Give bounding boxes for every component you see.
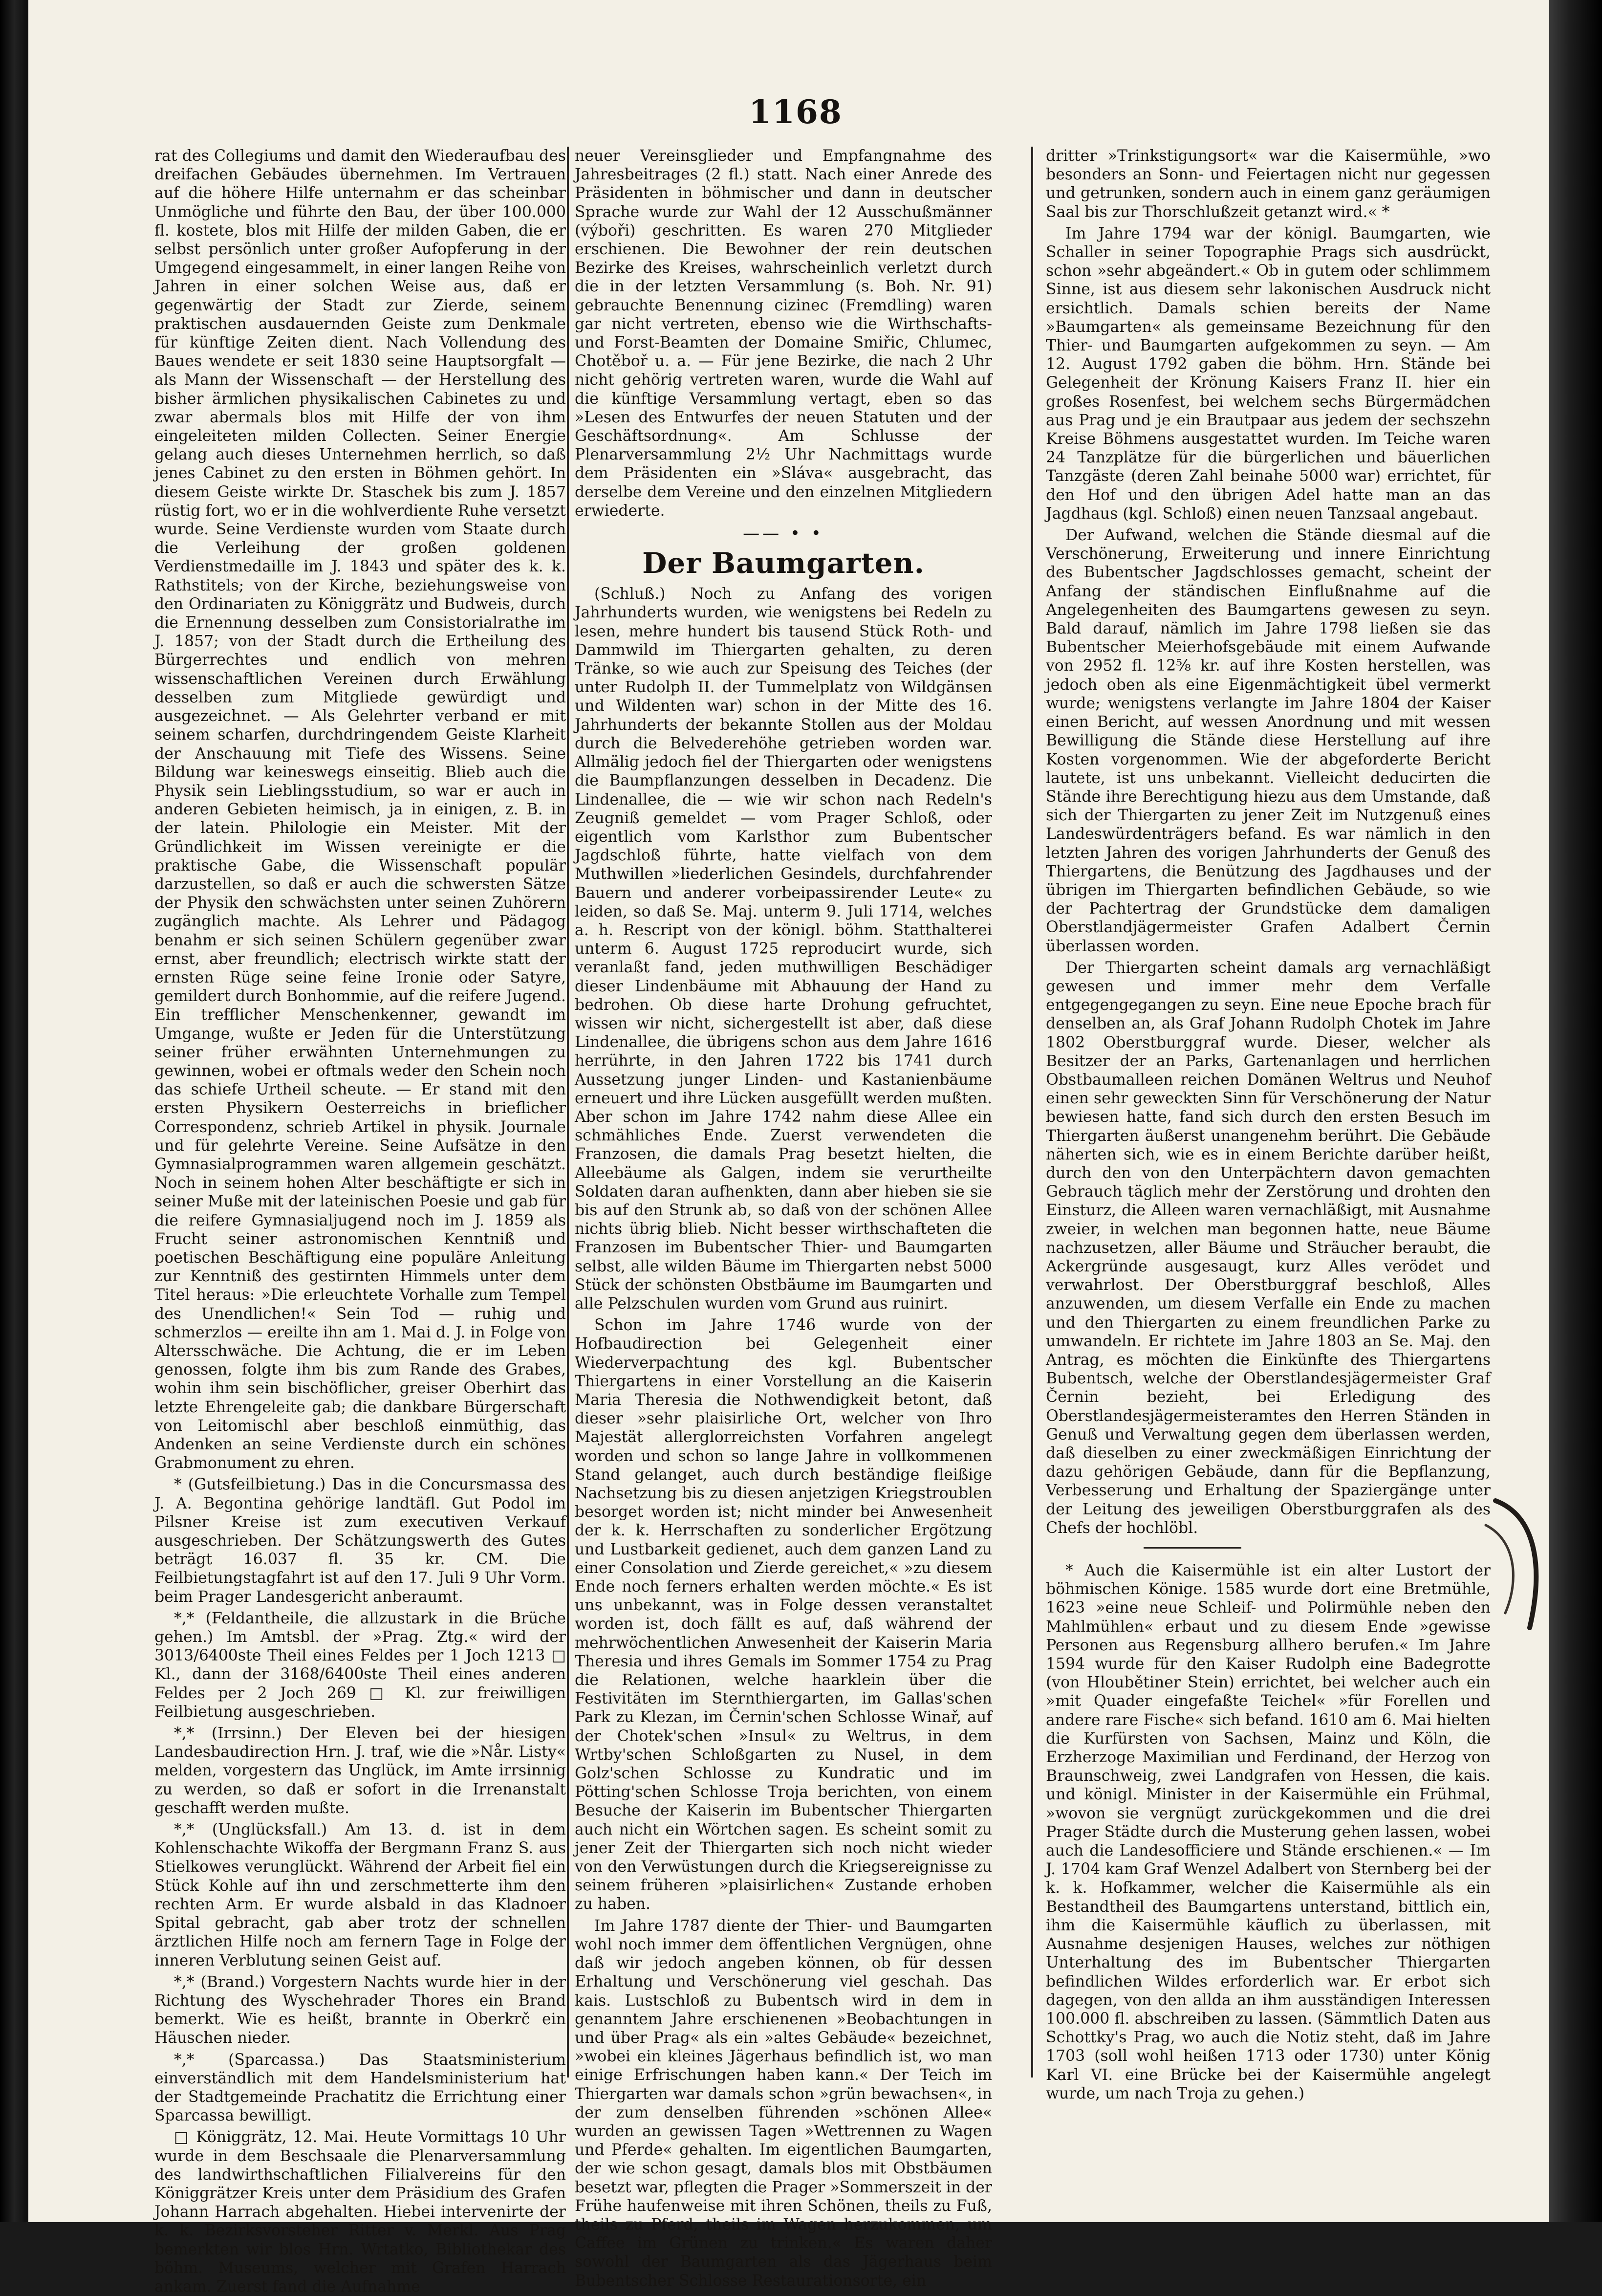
article-continuation: dritter »Trinkstigungsort« war die Kaisermühle, »wo besonders an Sonn- und Feiertagen nicht nur gegessen und getrunken, sondern auch in einem ganz geräumigen Saal bis zur Thorschlußzeit getanzt wird.« * xyxy=(1046,147,1491,221)
news-item-irrsinn: *,* (Irrsinn.) Der Eleven bei der hiesigen Landesbaudirection Hrn. J. traf, wie die »Når. Listy« melden, vorgestern das Unglück, im Amte irrsinnig zu werden, so daß er sofort in die Irrenanstalt geschafft werden mußte. xyxy=(154,1725,566,1817)
article-paragraph: Der Thiergarten scheint damals arg vernachläßigt gewesen und immer mehr dem Verfalle entgegengegangen zu seyn. Eine neue Epoche brach für denselben an, als Graf Johann Rudolph Chotek im Jahre 1802 Oberstburggraf wurde. Dieser, welcher als Besitzer der an Parks, Gartenanlagen und herrlichen Obstbaumalleen reichen Domänen Weltrus und Neuhof einen sehr geweckten Sinn für Verschönerung der Natur bewiesen hatte, fand sich durch den ersten Besuch im Thiergarten äußerst unangenehm berührt. Die Gebäude näherten sich, wie es in einem Berichte darüber heißt, durch den von den Unterpächtern davon gemachten Gebrauch täglich mehr der Zerstörung und drohten den Einsturz, die Alleen waren vernachläßigt, mit Ausnahme zweier, in welchen man begonnen hatte, neue Bäume nachzusetzen, aller Bäume und Sträucher beraubt, die Ackergründe ausgesaugt, kurz Alles verödet und verwahrlost. Der Oberstburggraf beschloß, Alles anzuwenden, um diesem Verfalle ein Ende zu machen und den Thiergarten zu einem freundlichen Parke zu umwandeln. Er richtete im Jahre 1803 an Se. Maj. den Antrag, es möchten die Einkünfte des Thiergartens Bubentsch, welche der Oberstlandesjägermeister Graf Černin bezieht, bei Erledigung des Oberstlandesjägermeisteramtes den Herren Ständen in Genuß und Verwaltung gegen dem überlassen werden, daß dieselben zu einer zweckmäßigen Einrichtung der dazu gehörigen Gebäude, dann für die Bepflanzung, Verbesserung und Erhaltung der Spaziergänge unter der Leitung des jeweiligen Oberstburggrafen als des Chefs der hochlöbl. xyxy=(1046,959,1491,1537)
obituary-paragraph: rat des Collegiums und damit den Wiederaufbau des dreifachen Gebäudes übernehmen. Im Vertrauen auf die höhere Hilfe unternahm er das scheinbar Unmögliche und führte den Bau, der über 100.000 fl. kostete, blos mit Hilfe der milden Gaben, die er selbst persönlich unter großer Aufopferung in der Umgegend eingesammelt, in einer langen Reihe von Jahren in einer solchen Weise aus, daß er gegenwärtig der Stadt zur Zierde, seinem praktischen ausdauernden Geiste zum Denkmale für künftige Zeiten dient. Nach Vollendung des Baues wendete er seit 1830 seine Hauptsorgfalt — als Mann der Wissenschaft — der Herstellung des bisher ärmlichen physikalischen Cabinetes zu und zwar abermals blos mit Hilfe der von ihm eingeleiteten milden Collecten. Seiner Energie gelang auch dieses Unternehmen herrlich, so daß jenes Cabinet zu den ersten in Böhmen gehört. In diesem Geiste wirkte Dr. Staschek bis zum J. 1857 rüstig fort, wo er in die wohlverdiente Ruhe versetzt wurde. Seine Verdienste wurden vom Staate durch die Verleihung der großen goldenen Verdienstmedaille im J. 1843 und später des k. k. Rathstitels; von der Kirche, beziehungsweise von den Ordinariaten zu Königgrätz und Budweis, durch die Ernennung desselben zum Consistorialrathe im J. 1857; von der Stadt durch die Ertheilung des Bürgerrechtes und endlich von mehren wissenschaftlichen Vereinen durch Erwählung desselben zum Mitgliede gewürdigt und ausgezeichnet. — Als Gelehrter verband er mit seinem scharfen, durchdringendem Geiste Klarheit der Anschauung mit Tiefe des Wissens. Seine Bildung war keineswegs einseitig. Blieb auch die Physik sein Lieblingsstudium, so war er auch in anderen Gebieten heimisch, ja in einigen, z. B. in der latein. Philologie ein Meister. Mit der Gründlichkeit im Wissen vereinigte er die praktische Gabe, die Wissenschaft populär darzustellen, so daß er auch die schwersten Sätze der Physik den schwächsten unter seinen Zuhörern zugänglich machte. Als Lehrer und Pädagog benahm er sich seinen Schülern gegenüber zwar ernst, aber freundlich; electrisch wirkte statt der ernsten Rüge seine feine Ironie oder Satyre, gemildert durch Bonhommie, auf die reifere Jugend. Ein trefflicher Menschenkenner, gewandt im Umgange, wußte er Jeden für die Unterstützung seiner früher erwähnten Unternehmungen zu gewinnen, wobei er oftmals weder den Schein noch das schiefe Urtheil scheute. — Er stand mit den ersten Physikern Oesterreichs in brieflicher Correspondenz, schrieb Artikel in physik. Journale und für gelehrte Vereine. Seine Aufsätze in den Gymnasialprogrammen waren allgemein geschätzt. Noch in seinem hohen Alter beschäftigte er sich in seiner Muße mit der lateinischen Poesie und gab für die reifere Gymnasialjugend noch im J. 1859 als Frucht seiner astronomischen Kenntniß und poetischen Beschäftigung eine populäre Anleitung zur Kenntniß des gestirnten Himmels unter dem Titel heraus: »Die erleuchtete Vorhalle zum Tempel des Unendlichen!« Sein Tod — ruhig und schmerzlos — ereilte ihn am 1. Mai d. J. in Folge von Altersschwäche. Die Achtung, die er im Leben genossen, folgte ihm bis zum Rande des Grabes, wohin ihm sein bischöflicher, greiser Oberhirt das letzte Ehrengeleite gab; die dankbare Bürgerschaft von Leitomischl aber beschloß einmüthig, das Andenken an seine Verdienste durch ein schönes Grabmonument zu ehren. xyxy=(154,147,566,1472)
article-paragraph: Im Jahre 1794 war der königl. Baumgarten, wie Schaller in seiner Topographie Prags sich ausdrückt, schon »sehr abgeändert.« Ob in gutem oder schlimmem Sinne, ist aus diesem sehr lakonischen Ausdruck nicht ersichtlich. Damals schien bereits der Name »Baumgarten« als gemeinsame Bezeichnung für den Thier- und Baumgarten aufgekommen zu seyn. — Am 12. August 1792 gaben die böhm. Hrn. Stände bei Gelegenheit der Krönung Kaisers Franz II. hier ein großes Rosenfest, bei welchem sechs Bürgermädchen aus Prag und je ein Brautpaar aus jedem der sechszehn Kreise Böhmens ausgestattet wurden. Im Teiche waren 24 Tanzplätze für die bürgerlichen und bäuerlichen Tanzgäste (deren Zahl beinahe 5000 war) errichtet, für den Hof und den übrigen Adel hatte man an das Jagdhaus (kgl. Schloß) einen neuen Tanzsaal angebaut. xyxy=(1046,224,1491,523)
right-column xyxy=(1046,147,1491,2175)
news-item-feldantheile: *,* (Feldantheile, die allzustark in die Brüche gehen.) Im Amtsbl. der »Prag. Ztg.« wird der 3013/6400ste Theil eines Feldes per 1 Joch 1213 □ Kl., dann der 3168/6400ste Theil eines anderen Feldes per 2 Joch 269 □ Kl. zur freiwilligen Feilbietung ausgeschrieben. xyxy=(154,1609,566,1721)
library-stamp-mark xyxy=(1481,1496,1549,1633)
news-item-brand: *,* (Brand.) Vorgestern Nachts wurde hier in der Richtung des Wyschehrader Thores ein Brand bemerkt. Wie es heißt, brannte in Oberkrč ein Häuschen nieder. xyxy=(154,1973,566,2047)
news-item-ungluecksfall: *,* (Unglücksfall.) Am 13. d. ist in dem Kohlenschachte Wikoffa der Bergmann Franz S. aus Stielkowes verunglückt. Während der Arbeit fiel ein Stück Kohle auf ihn und zerschmetterte ihm den rechten Arm. Er wurde alsbald in das Kladnoer Spital gebracht, gab aber trotz der schnellen ärztlichen Hilfe noch am fernern Tage in Folge der inneren Verblutung seinen Geist auf. xyxy=(154,1821,566,1969)
koeniggraetz-continuation: neuer Vereinsglieder und Empfangnahme des Jahresbeitrages (2 fl.) statt. Nach einer Anrede des Präsidenten in böhmischer und dann in deutscher Sprache wurde zur Wahl der 12 Ausschußmänner (výboři) geschritten. Es waren 270 Mitglieder erschienen. Die Bewohner der rein deutschen Bezirke des Kreises, wahrscheinlich verletzt durch die in der letzten Versammlung (s. Boh. Nr. 91) gebrauchte Benennung cizinec (Fremdling) waren gar nicht vertreten, ebenso wie die Wirthschafts- und Forst-Beamten der Domaine Smiřic, Chlumec, Chotěboř u. a. — Für jene Bezirke, die nach 2 Uhr nicht gehörig vertreten waren, wurde die Wahl auf die künftige Versammlung vertagt, eben so das »Lesen des Entwurfes der neuen Statuten und der Geschäftsordnung«. Am Schlusse der Plenarversammlung 2½ Uhr Nachmittags wurde dem Präsidenten ein »Sláva« ausgebracht, das derselbe dem Vereine und den einzelnen Mitgliedern erwiederte. xyxy=(575,147,992,520)
page-number: 1168 xyxy=(749,93,843,131)
section-divider: —— • • xyxy=(743,524,824,544)
article-paragraph: Der Aufwand, welchen die Stände diesmal auf die Verschönerung, Erweiterung und innere Einrichtung des Bubentscher Jagdschlosses gemacht, scheint der Anfang der ständischen Einflußnahme auf die Angelegenheiten des Baumgartens gewesen zu seyn. Bald darauf, nämlich im Jahre 1798 ließen sie das Bubentscher Meierhofsgebäude mit einem Aufwande von 2952 fl. 12⁵⁄₈ kr. auf ihre Kosten herstellen, was jedoch oben als eine Eigenmächtigkeit übel vermerkt wurde; wenigstens verlangte im Jahre 1804 der Kaiser einen Bericht, auf wessen Anordnung und mit wessen Bewilligung die Stände diese Herstellung auf ihre Kosten vorgenommen. Wie der abgeforderte Bericht lautete, ist uns unbekannt. Vielleicht deducirten die Stände ihre Berechtigung hiezu aus dem Umstande, daß sich der Thiergarten zu jener Zeit im Nutzgenuß eines Landeswürdenträgers befand. Es war nämlich in den letzten Jahren des vorigen Jahrhunderts der Genuß des Thiergartens, die Benützung des Jagdhauses und der übrigen im Thiergarten befindlichen Gebäude, so wie der Pachtertrag der Grundstücke dem damaligen Oberstlandjägermeister Grafen Adalbert Černin überlassen worden. xyxy=(1046,526,1491,955)
article-paragraph: (Schluß.) Noch zu Anfang des vorigen Jahrhunderts wurden, wie wenigstens bei Redeln zu lesen, mehre hundert bis tausend Stück Roth- und Dammwild im Thiergarten gehalten, zu deren Tränke, so wie auch zur Speisung des Teiches (der unter Rudolph II. der Tummelplatz von Wildgänsen und Wildenten war) schon in der Mitte des 16. Jahrhunderts der bekannte Stollen aus der Moldau durch die Belvederehöhe getrieben worden war. Allmälig jedoch fiel der Thiergarten oder wenigstens die Baumpflanzungen desselben in Decadenz. Die Lindenallee, die — wie wir schon nach Redeln's Zeugniß gemeldet — vom Prager Schloß, oder eigentlich vom Karlsthor zum Bubentscher Jagdschloß führte, hatte vielfach von dem Muthwillen »liederlichen Gesindels, durchfahrender Bauern und anderer vorbeipassirender Leute« zu leiden, so daß Se. Maj. unterm 9. Juli 1714, welches a. h. Rescript von der königl. böhm. Statthalterei unterm 6. August 1725 reproducirt wurde, sich veranlaßt fand, jeden muthwilligen Beschädiger dieser Lindenbäume mit Abhauung der Hand zu bedrohen. Ob diese harte Drohung gefruchtet, wissen wir nicht, sichergestellt ist aber, daß diese Lindenallee, die übrigens schon aus dem Jahre 1616 herrührte, in den Jahren 1722 bis 1741 durch Aussetzung junger Linden- und Kastanienbäume erneuert und ihre Lücken ausgefüllt werden mußten. Aber schon im Jahre 1742 nahm diese Allee ein schmähliches Ende. Zuerst verwendeten die Franzosen, die damals Prag besetzt hielten, die Alleebäume als Galgen, indem sie verurtheilte Soldaten daran aufhenkten, dann aber hieben sie sie bis auf den Strunk ab, so daß von der schönen Allee nichts übrig blieb. Nicht besser wirthschafteten die Franzosen im Bubentscher Thier- und Baumgarten selbst, alle wilden Bäume im Thiergarten nebst 5000 Stück der schönsten Obstbäume im Baumgarten und alle Pelzschulen wurden vom Grund aus ruinirt. xyxy=(575,585,992,1312)
news-item-koeniggraetz: □ Königgrätz, 12. Mai. Heute Vormittags 10 Uhr wurde in dem Beschsaale die Plenarversammlung des landwirthschaftlichen Filialvereins für den Königgrätzer Kreis unter dem Präsidium des Grafen Johann Harrach abgehalten. Hiebei intervenirte der k. k. Bezirksvorsteher Ritter v. Merkl. Aus Prag bemerkten wir blos Hrn. Wrtatko, Bibliothekar des böhm. Museums, welcher mit Grafen Harrach ankam. Zuerst fand die Aufnahme xyxy=(154,2128,566,2296)
left-column xyxy=(154,147,566,2296)
column-rule-left xyxy=(567,147,569,2077)
news-item-sparcassa: *,* (Sparcassa.) Das Staatsministerium einverständlich mit dem Handelsministerium hat der Stadtgemeinde Prachatitz die Errichtung einer Sparcassa bewilligt. xyxy=(154,2051,566,2125)
footnote-rule xyxy=(1144,1547,1241,1549)
article-title: Der Baumgarten. xyxy=(642,547,925,580)
middle-column xyxy=(575,147,992,2290)
footnote: * Auch die Kaisermühle ist ein alter Lustort der böhmischen Könige. 1585 wurde dort eine Bretmühle, 1623 »eine neue Schleif- und Polirmühle neben den Mahlmühlen« erbaut und zu diesem Ende »gewisse Personen aus Regensburg allhero berufen.« Im Jahre 1594 wurde für den Kaiser Rudolph eine Badegrotte (von Hloubětiner Stein) errichtet, bei welcher auch ein »mit Quader eingefaßte Teichel« »für Forellen und andere rare Fische« sich befand. 1610 am 6. Mai hielten die Kurfürsten von Sachsen, Mainz und Köln, die Erzherzoge Maximilian und Ferdinand, der Herzog von Braunschweig, zwei Landgrafen von Hessen, die kais. und königl. Minister in der Kaisermühle ein Frühmal, »wovon sie vergnügt zurückgekommen und die drei Prager Städte durch die Musterung gehen lassen, wobei auch die Landesofficiere und Stände erschienen.« — Im J. 1704 kam Graf Wenzel Adalbert von Sternberg bei der k. k. Hofkammer, welcher die Kaisermühle als ein Bestandtheil des Baumgartens unterstand, bittlich ein, ihm die Kaisermühle käuflich zu überlassen, mit Ausnahme desjenigen Hauses, welches zur nöthigen Unterhaltung des im Bubentscher Thiergarten befindlichen Wildes erforderlich war. Er erbot sich dagegen, von den allda an ihm ausständigen Interessen 100.000 fl. abschreiben zu lassen. (Sämmtlich Daten aus Schottky's Prag, wo auch die Notiz steht, daß im Jahre 1703 (soll wohl heißen 1713 oder 1730) unter König Karl VI. eine Brücke bei der Kaisermühle angelegt wurde, um nach Troja zu gehen.) xyxy=(1046,1562,1491,2102)
news-item-gutsfeilbietung: * (Gutsfeilbietung.) Das in die Concursmassa des J. A. Begontina gehörige landtäfl. Gut Podol im Pilsner Kreise ist zum executiven Verkauf ausgeschrieben. Der Schätzungswerth des Gutes beträgt 16.037 fl. 35 kr. CM. Die Feilbietungstagfahrt ist auf den 17. Juli 9 Uhr Vorm. beim Prager Landesgericht anberaumt. xyxy=(154,1476,566,1606)
article-paragraph: Schon im Jahre 1746 wurde von der Hofbaudirection bei Gelegenheit einer Wiederverpachtung des kgl. Bubentscher Thiergartens in einer Vorstellung an die Kaiserin Maria Theresia die Nothwendigkeit betont, daß dieser »sehr plaisirliche Ort, welcher von Ihro Majestät allerglorreichsten Vorfahren angelegt worden und schon so lange Jahre in vollkommenen Stand gelanget, auch durch beständige fleißige Nachsetzung bis zu diesen anjetzigen Kriegstroublen besorget worden ist; nicht minder bei Anwesenheit der k. k. Herrschaften zu sonderlicher Ergötzung und Lustbarkeit gedienet, auch dem ganzen Land zu einer Consolation und Zierde gereichet,« »zu diesem Ende noch ferners erhalten werden möchte.« Es ist uns unbekannt, was in Folge dessen veranstaltet worden ist, doch fällt es auf, daß während der mehrwöchentlichen Anwesenheit der Kaiserin Maria Theresia und ihres Gemals im Sommer 1754 zu Prag die Relationen, welche haarklein über die Festivitäten im Sternthiergarten, im Gallas'schen Park zu Klezan, im Černin'schen Schlosse Winař, auf der Chotek'schen »Insul« zu Weltrus, in dem Wrtby'schen Schloßgarten zu Nusel, in dem Golz'schen Schlosse zu Kundratic und im Pötting'schen Schlosse Troja berichten, von einem Besuche der Kaiserin im Bubentscher Thiergarten auch nicht ein Wörtchen sagen. Es scheint somit zu jener Zeit der Thiergarten sich noch nicht wieder von den Verwüstungen durch die Kriegsereignisse zu seinem früheren »plaisirlichen« Zustande erhoben zu haben. xyxy=(575,1316,992,1913)
scan-left-edge xyxy=(0,0,28,2222)
article-paragraph: Im Jahre 1787 diente der Thier- und Baumgarten wohl noch immer dem öffentlichen Vergnügen, ohne daß wir jedoch angeben können, ob für dessen Erhaltung und Verschönerung viel geschah. Das kais. Lustschloß zu Bubentsch wird in dem in genanntem Jahre erschienenen »Beobachtungen in und über Prag« als ein »altes Gebäude« bezeichnet, »wobei ein kleines Jägerhaus befindlich ist, wo man einige Erfrischungen haben kann.« Der Teich im Thiergarten war damals schon »grün bewachsen«, in der zum denselben führenden »schönen Allee« wurden an gewissen Tagen »Wettrennen zu Wagen und Pferde« gehalten. Im eigentlichen Baumgarten, der wie schon gesagt, damals blos mit Obstbäumen besetzt war, pflegten die Prager »Sommerszeit in der Frühe haufenweise mit ihren Schönen, theils zu Fuß, theils zu Pferd, theils im Wagen herzukommen, um Caffee im Grünen zu trinken.« Es waren daher sowohl der Baumgarten als das Jägerhaus beim Bubentscher Schlosse Restaurationsorte, ein xyxy=(575,1917,992,2290)
scan-right-edge xyxy=(1549,0,1602,2222)
column-rule-right xyxy=(1031,147,1033,2077)
